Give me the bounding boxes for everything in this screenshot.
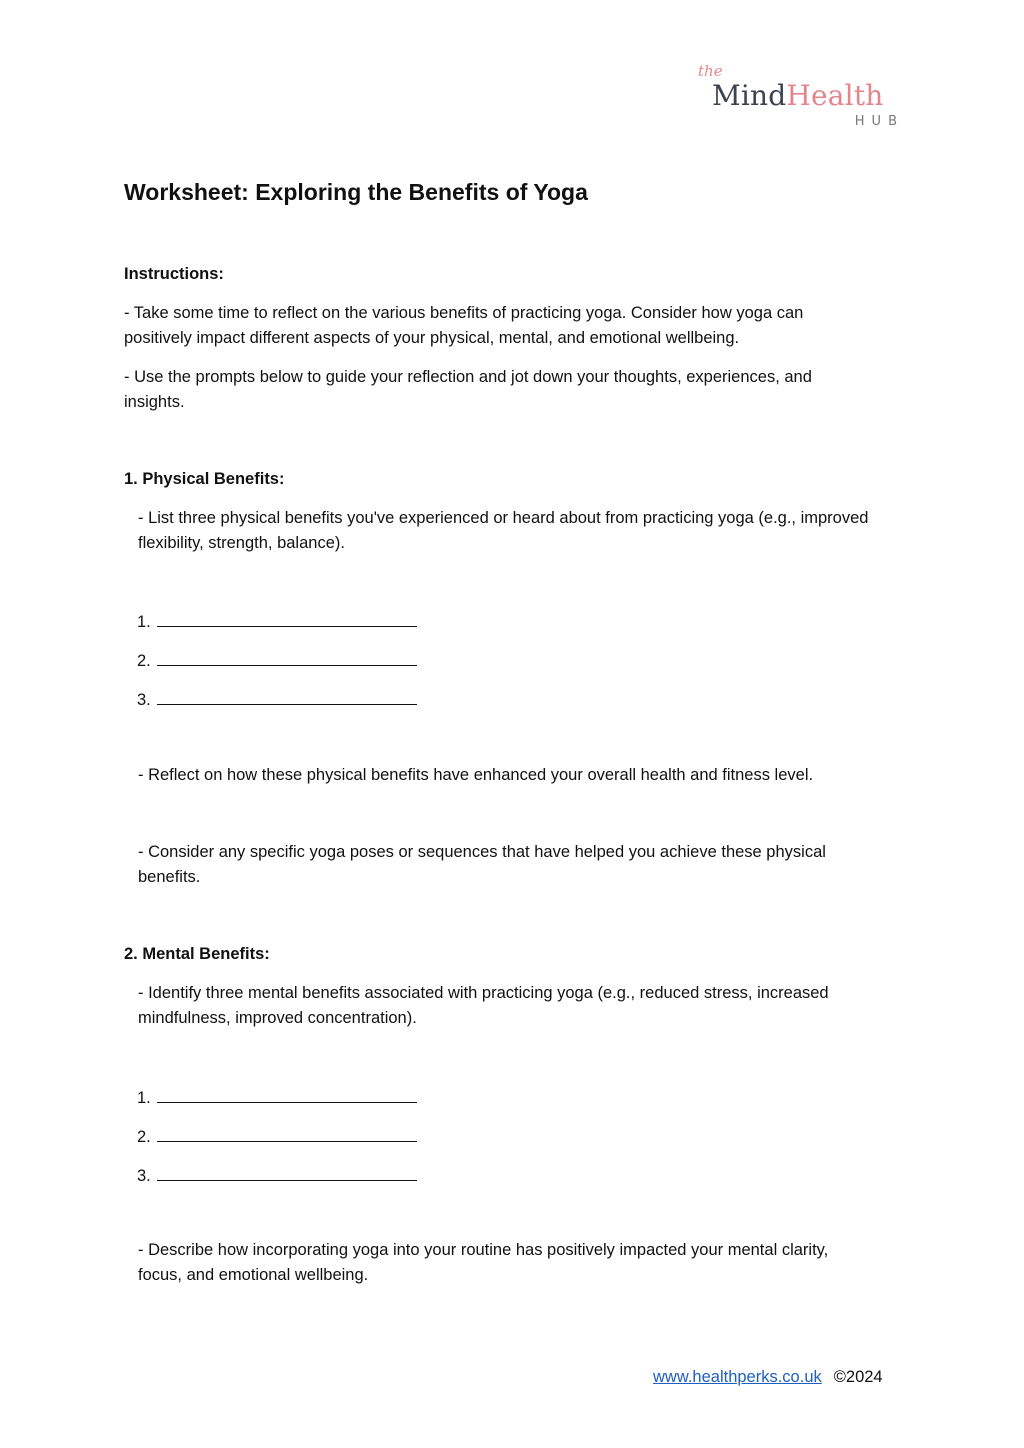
footer-copyright: ©2024 [833,1368,883,1386]
instructions-text-1: - Take some time to reflect on the various benefits of practicing yoga. Consider how yoga can positively impact different aspects of your physical, mental, and emotional wellbeing. [124,304,804,347]
physical-prompt-reflect: - Reflect on how these physical benefits have enhanced your overall health and fitness level. [138,766,814,784]
mental-answer-line-3[interactable] [137,1162,417,1189]
answer-blank[interactable] [157,1162,417,1181]
physical-answer-line-3[interactable] [137,686,417,713]
logo-wordmark [712,79,884,112]
logo-health: Health [786,79,884,112]
logo-mind: Mind [712,79,787,112]
footer-website-link[interactable]: www.healthperks.co.uk [653,1368,822,1386]
logo-hub: HUB [854,114,904,129]
footer [653,1365,883,1390]
item-number: 3. [137,691,151,709]
item-number: 3. [137,1167,151,1185]
physical-benefits-heading: 1. Physical Benefits: [124,470,285,488]
answer-blank[interactable] [157,686,417,705]
mental-prompt-identify: - Identify three mental benefits associated with practicing yoga (e.g., reduced stress, increased mindfulness, improved concentration). [138,984,829,1027]
mental-benefits-heading: 2. Mental Benefits: [124,945,270,963]
answer-blank[interactable] [157,1084,417,1103]
physical-prompt-list: - List three physical benefits you've experienced or heard about from practicing yoga (e.g., improved flexibility, strength, balance). [138,509,869,552]
instructions-heading: Instructions: [124,265,224,283]
page-title: Worksheet: Exploring the Benefits of Yoga [124,179,588,205]
physical-answer-line-1[interactable] [137,608,417,635]
answer-blank[interactable] [157,608,417,627]
item-number: 2. [137,1128,151,1146]
instructions-text-2: - Use the prompts below to guide your reflection and jot down your thoughts, experiences, and insights. [124,368,812,411]
logo-the: the [698,62,723,80]
answer-blank[interactable] [157,647,417,666]
item-number: 1. [137,613,151,631]
physical-answer-line-2[interactable] [137,647,417,674]
item-number: 1. [137,1089,151,1107]
mental-answer-line-1[interactable] [137,1084,417,1111]
item-number: 2. [137,652,151,670]
physical-prompt-poses: - Consider any specific yoga poses or sequences that have helped you achieve these physical benefits. [138,843,826,886]
answer-blank[interactable] [157,1123,417,1142]
mindhealth-hub-logo [694,64,904,134]
mental-prompt-describe: - Describe how incorporating yoga into your routine has positively impacted your mental clarity, focus, and emotional wellbeing. [138,1241,829,1284]
mental-answer-line-2[interactable] [137,1123,417,1150]
